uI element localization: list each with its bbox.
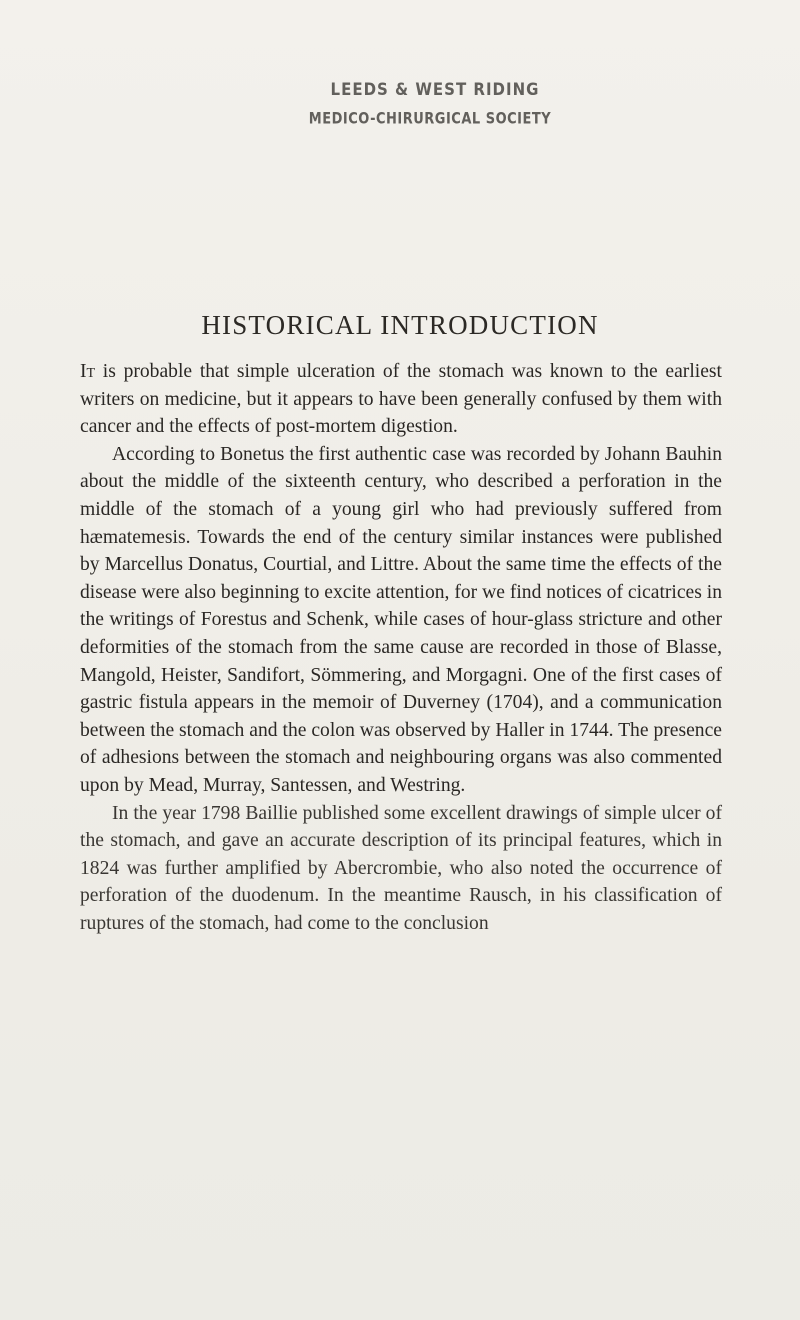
library-stamp-line-2: MEDICO-CHIRURGICAL SOCIETY [308,110,552,129]
paragraph-1-text: is probable that simple ulceration of the stomach was known to the earliest writers on medicine, but it appears to have been generally confused by them with cancer and the effects of post-mortem digestion. [80,361,722,438]
paragraph-2: According to Bonetus the first authentic case was recorded by Johann Bauhin about the middle of the sixteenth century, who described a perforation in the middle of the stomach of a young girl who had previously suffered from hæmatemesis. Towards the end of the century similar instances were published by Marcellus Donatus, Courtial, and Littre. About the same time the effects of the disease were also beginning to excite attention, for we find notices of cicatrices in the writings of Forestus and Schenk, while cases of hour-glass stricture and other deformities of the stomach from the same cause are recorded in those of Blasse, Mangold, Heister, Sandifort, Sömmering, and Morgagni. One of the first cases of gastric fistula appears in the memoir of Duverney (1704), and a communication between the stomach and the colon was observed by Haller in 1744. The presence of adhesions between the stomach and neighbouring organs was also commented upon by Mead, Murray, Santessen, and Westring. [80,443,723,796]
paragraph-3: In the year 1798 Baillie published some excellent drawings of simple ulcer of the stomach, and gave an accurate description of its principal features, which in 1824 was further amplified by Abercrombie, who also noted the occurrence of perforation of the duodenum. In the meantime Rausch, in his classification of ruptures of the stomach, had come to the conclusion [80,802,722,934]
paragraph-1 [80,358,722,441]
page-title: HISTORICAL INTRODUCTION [201,310,599,340]
body-text [80,358,722,937]
paragraph-lead-word: It [80,361,96,382]
library-stamp-line-1: LEEDS & WEST RIDING [330,78,540,100]
